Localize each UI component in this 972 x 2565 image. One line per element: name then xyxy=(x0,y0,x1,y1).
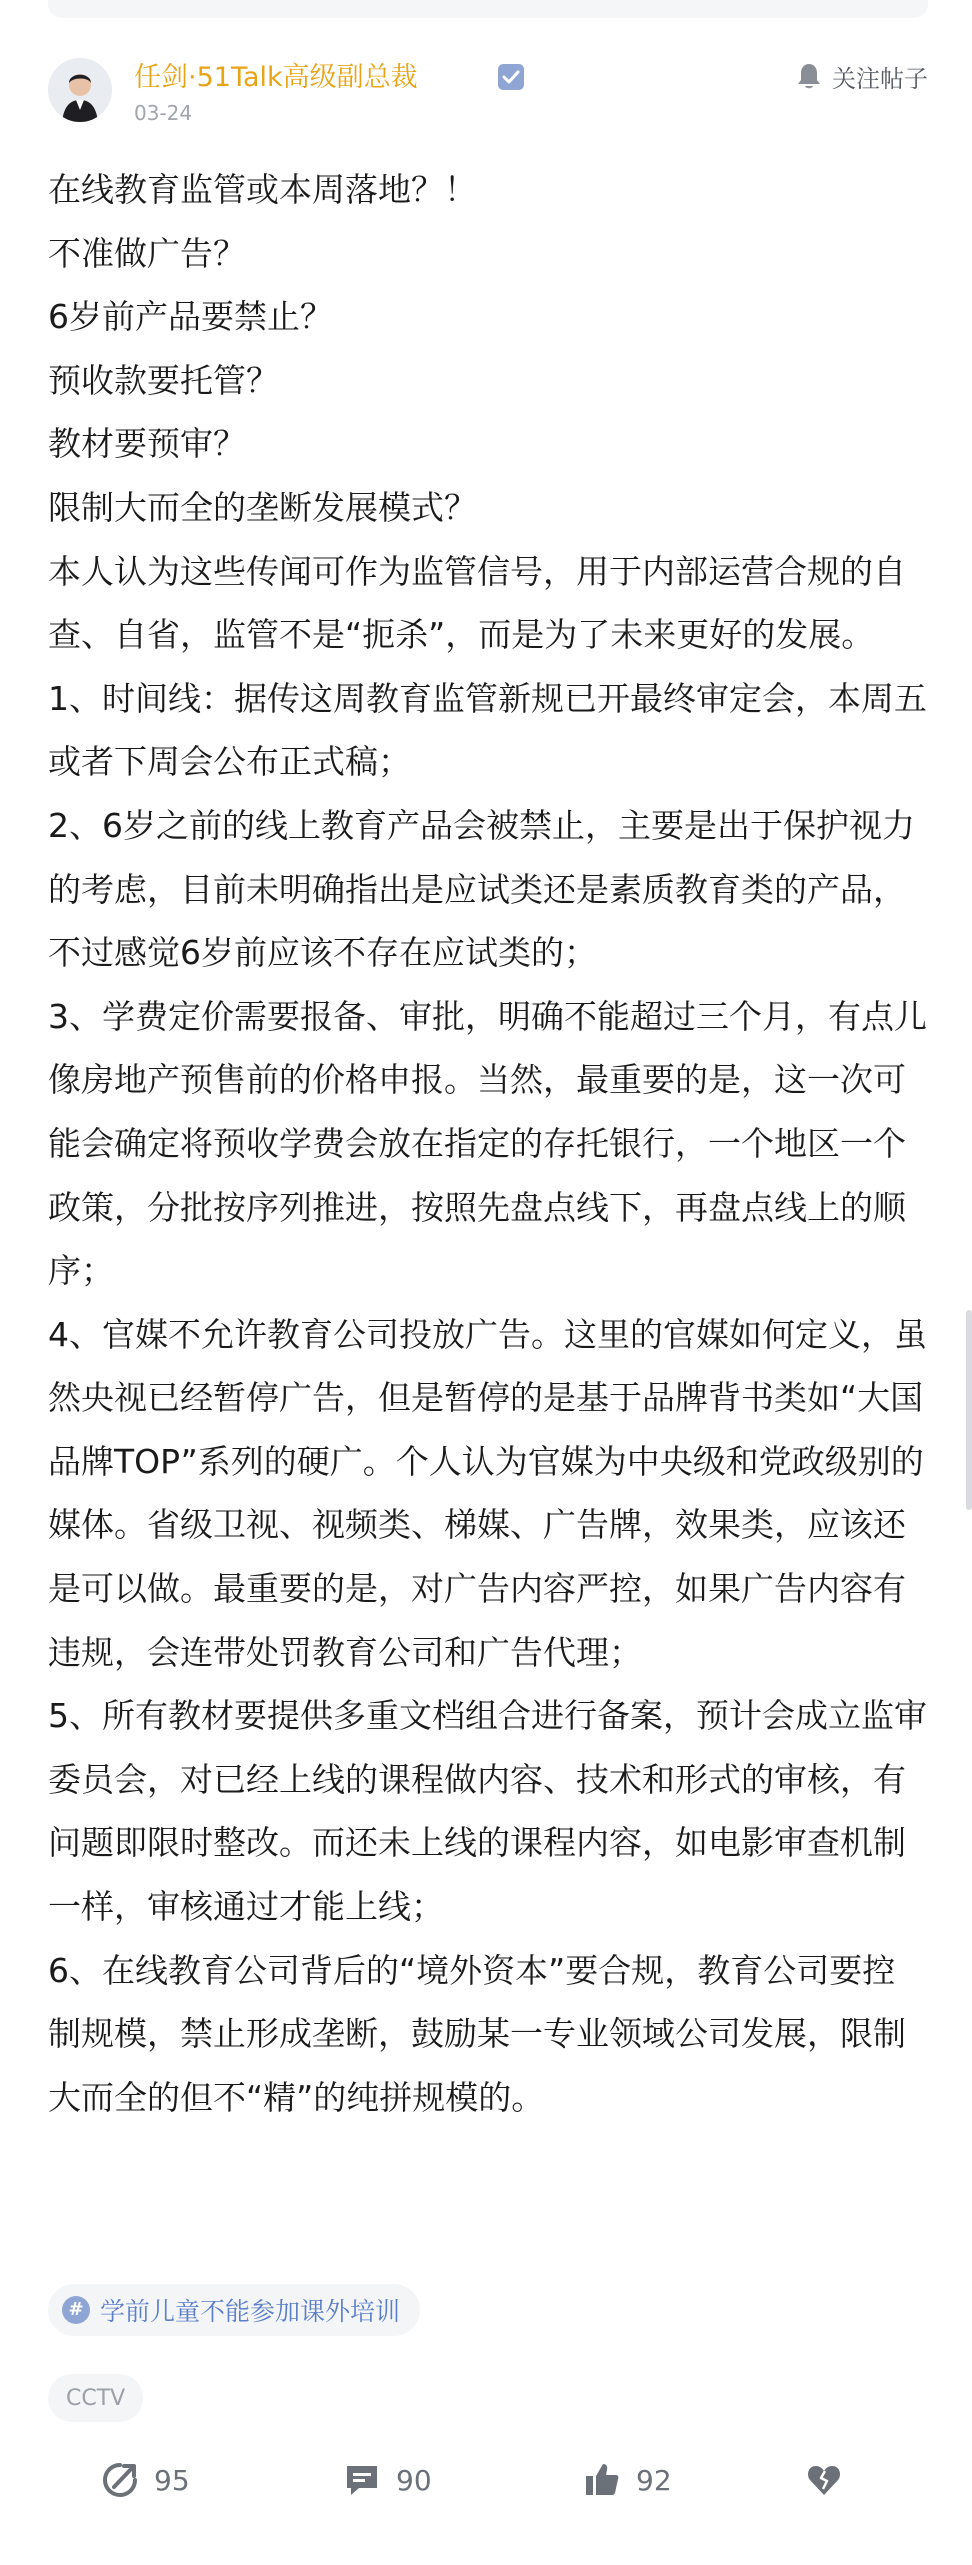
paragraph: 2、6岁之前的线上教育产品会被禁止，主要是出于保护视力的考虑，目前未明确指出是应试类还是素质教育类的产品，不过感觉6岁前应该不存在应试类的； xyxy=(48,805,915,973)
like-button[interactable] xyxy=(582,2450,672,2510)
paragraph: 在线教育监管或本周落地？！ xyxy=(48,170,477,209)
thumbs-up-icon xyxy=(582,2460,622,2500)
topic-label: 学前儿童不能参加课外培训 xyxy=(100,2297,401,2326)
like-count: 92 xyxy=(636,2463,672,2497)
previous-card xyxy=(48,0,928,18)
post-content xyxy=(48,158,928,2129)
comment-count: 90 xyxy=(396,2463,432,2497)
share-button[interactable] xyxy=(100,2450,190,2510)
paragraph: 限制大而全的垄断发展模式？ xyxy=(48,487,477,527)
follow-post-label: 关注帖子 xyxy=(832,64,928,93)
verified-icon xyxy=(498,64,524,90)
dislike-button[interactable] xyxy=(804,2450,844,2510)
heart-icon xyxy=(804,2460,844,2500)
bell-icon xyxy=(794,61,824,91)
share-count: 95 xyxy=(154,2463,190,2497)
post-date: 03-24 xyxy=(134,101,193,125)
topic-chip[interactable] xyxy=(48,2284,420,2336)
follow-post-button[interactable] xyxy=(794,58,928,94)
author-name[interactable]: 任剑·51Talk高级副总裁 xyxy=(134,62,418,93)
post-header xyxy=(48,58,928,128)
action-bar xyxy=(0,2450,972,2510)
paragraph: 本人认为这些传闻可作为监管信号，用于内部运营合规的自查、自省，监管不是“扼杀”，而是为了未来更好的发展。 xyxy=(48,551,906,655)
avatar[interactable] xyxy=(48,58,112,122)
paragraph: 3、学费定价需要报备、审批，明确不能超过三个月，有点儿像房地产预售前的价格申报。当然，最重要的是，这一次可能会确定将预收学费会放在指定的存托银行，一个地区一个政策，分批按序列推进，按照先盘点线下，再盘点线上的顺序； xyxy=(48,996,927,1291)
paragraph: 教材要预审？ xyxy=(48,424,246,464)
paragraph: 1、时间线：据传这周教育监管新规已开最终审定会，本周五或者下周会公布正式稿； xyxy=(48,678,927,782)
paragraph: 5、所有教材要提供多重文档组合进行备案，预计会成立监审委员会，对已经上线的课程做内容、技术和形式的审核，有问题即限时整改。而还未上线的课程内容，如电影审查机制一样，审核通过才能上线； xyxy=(48,1696,927,1927)
comment-icon xyxy=(342,2460,382,2500)
tag-chip[interactable]: CCTV xyxy=(48,2374,143,2422)
share-icon xyxy=(100,2460,140,2500)
paragraph: 4、官媒不允许教育公司投放广告。这里的官媒如何定义，虽然央视已经暂停广告，但是暂停的是基于品牌背书类如“大国品牌TOP”系列的硬广。个人认为官媒为中央级和党政级别的媒体。省级卫视、视频类、梯媒、广告牌，效果类，应该还是可以做。最重要的是，对广告内容严控，如果广告内容有违规，会连带处罚教育公司和广告代理； xyxy=(48,1314,927,1672)
scrollbar[interactable] xyxy=(966,1310,972,1510)
hash-icon: # xyxy=(62,2296,90,2324)
paragraph: 预收款要托管？ xyxy=(48,360,279,400)
paragraph: 6岁前产品要禁止？ xyxy=(48,297,333,337)
paragraph: 6、在线教育公司背后的“境外资本”要合规，教育公司要控制规模，禁止形成垄断，鼓励某一专业领域公司发展，限制大而全的但不“精”的纯拼规模的。 xyxy=(48,1950,906,2117)
comment-button[interactable] xyxy=(342,2450,432,2510)
paragraph: 不准做广告？ xyxy=(48,233,246,273)
